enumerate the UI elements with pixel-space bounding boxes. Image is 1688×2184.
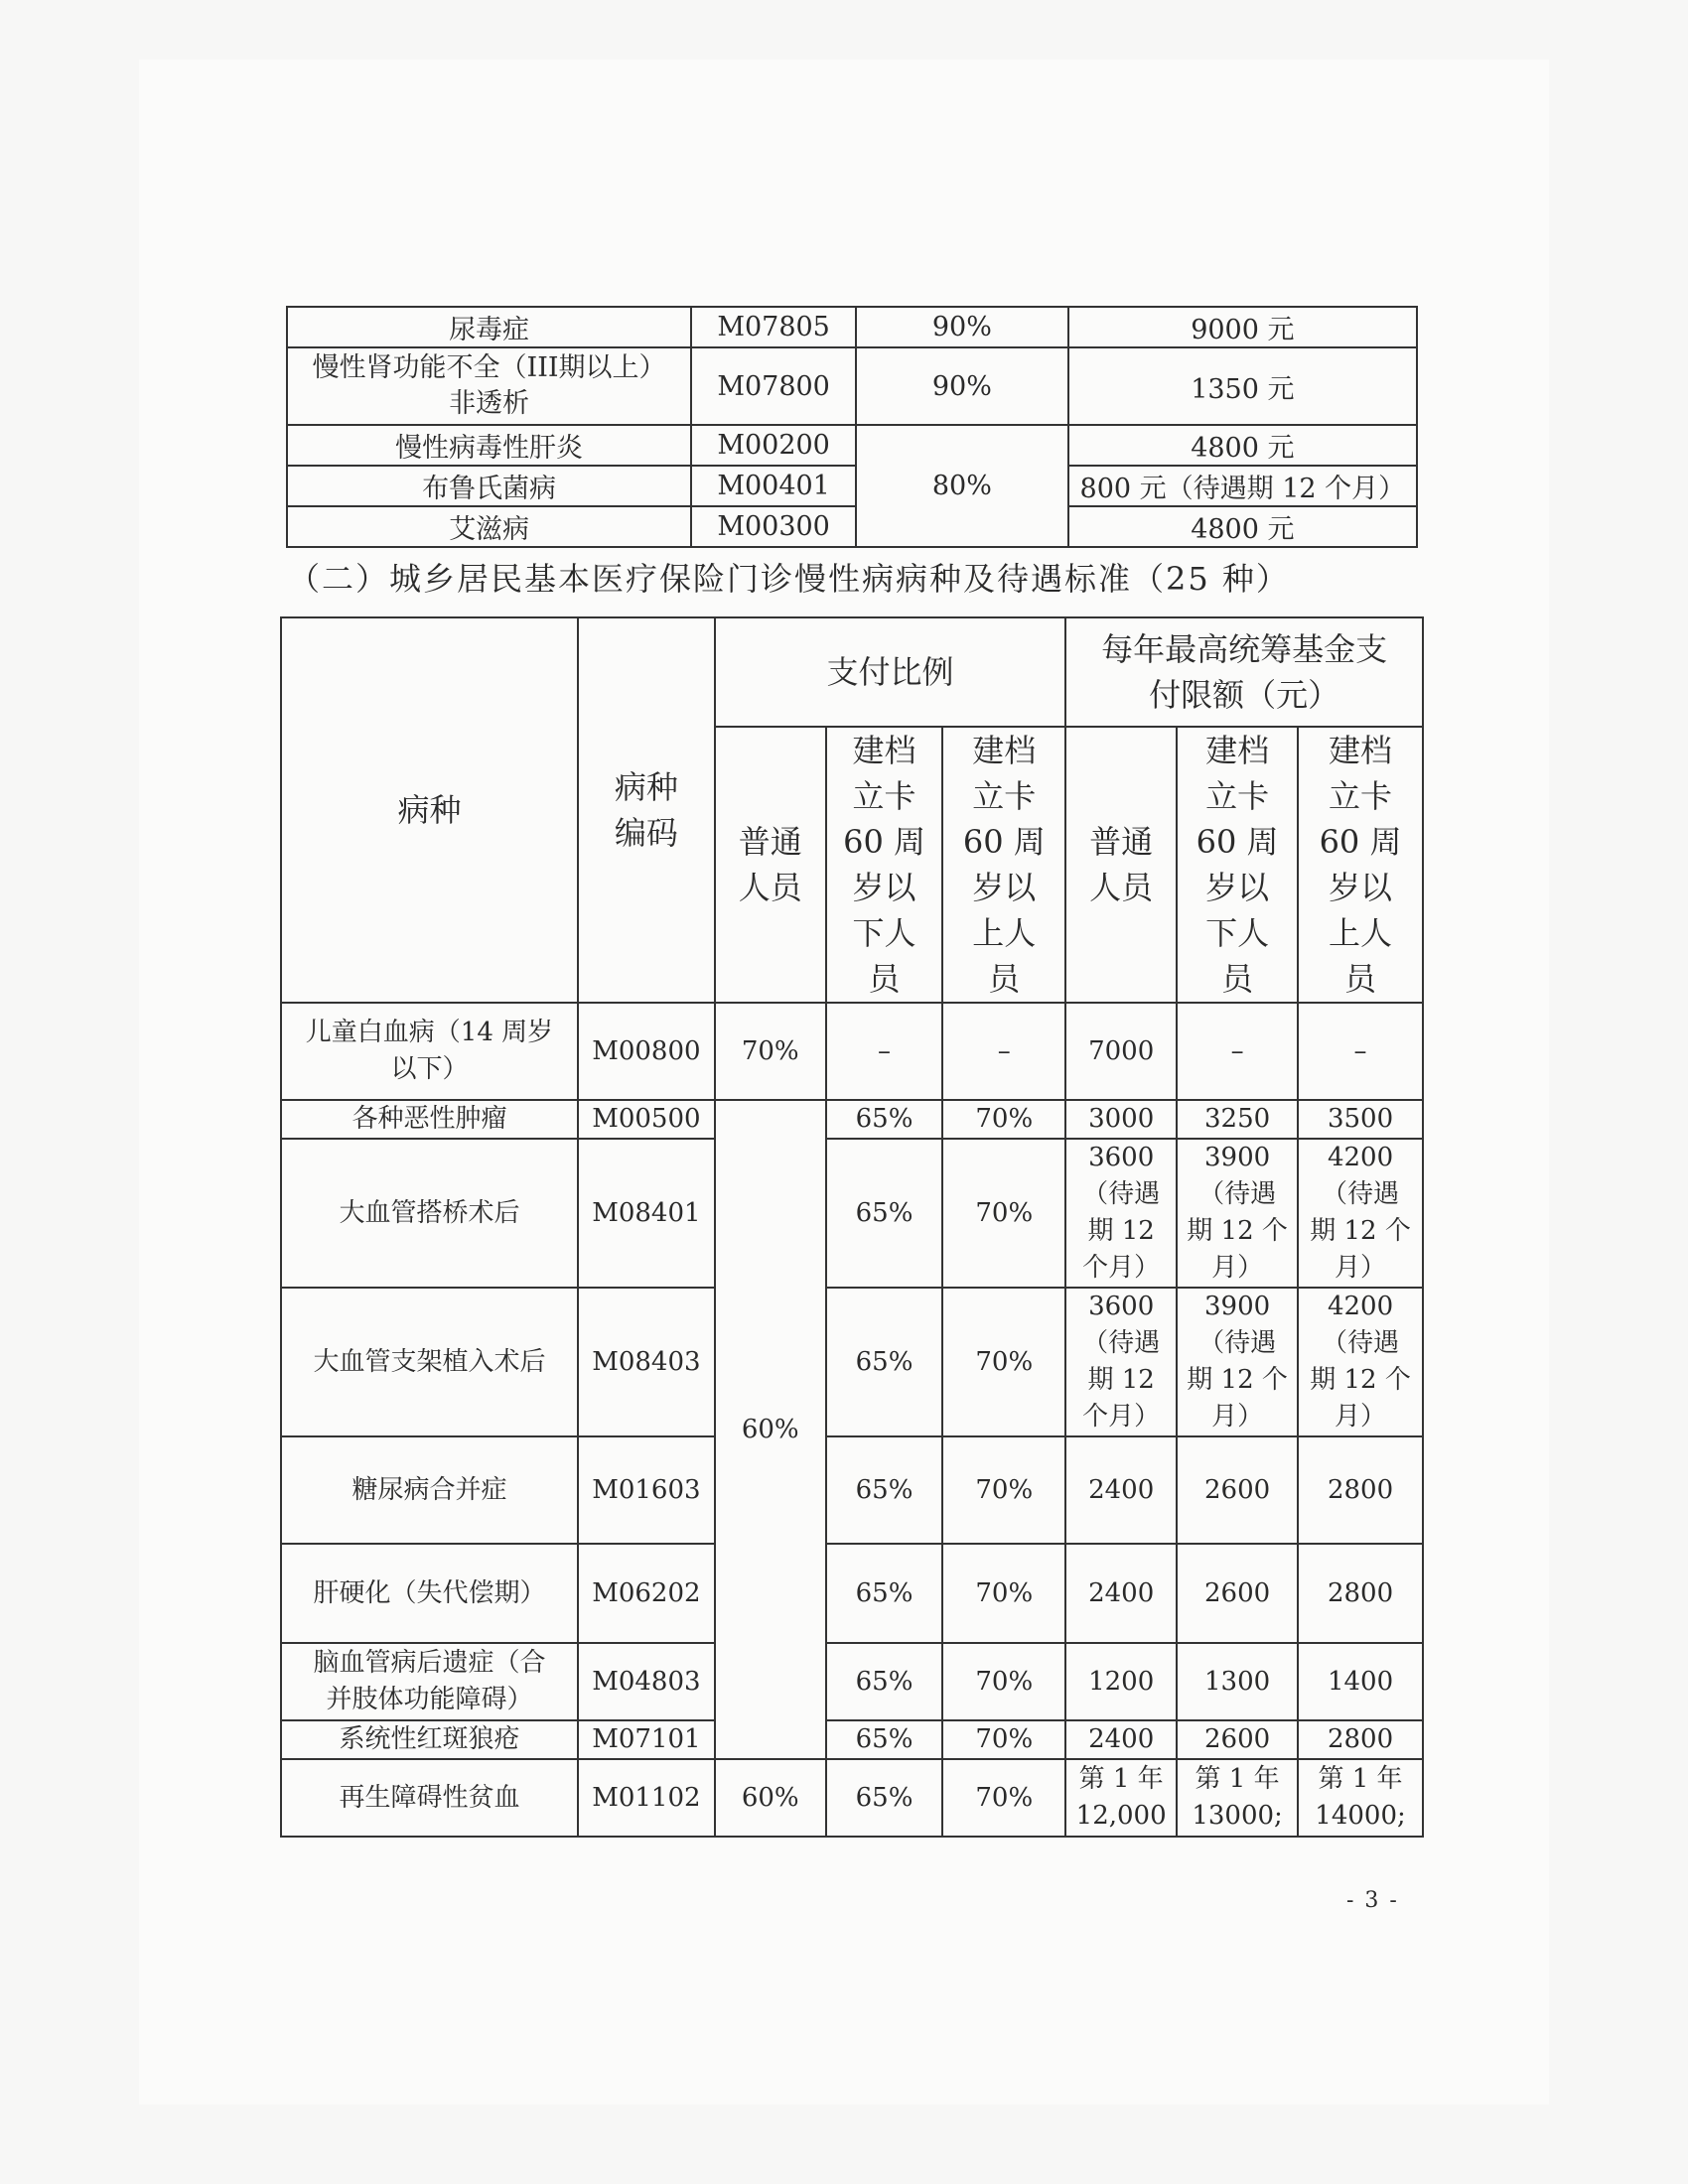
annual-limit: 9000 元 bbox=[1068, 307, 1417, 347]
pay-ratio: 90% bbox=[856, 307, 1068, 347]
limit-normal: 第 1 年 12,000 bbox=[1065, 1759, 1177, 1837]
ratio-over60: 70% bbox=[942, 1544, 1065, 1643]
table-row bbox=[281, 1720, 1423, 1759]
disease-name: 系统性红斑狼疮 bbox=[281, 1720, 578, 1759]
limit-normal: 3600 （待遇 期 12 个月） bbox=[1065, 1288, 1177, 1436]
limit-normal: 3600 （待遇 期 12 个月） bbox=[1065, 1139, 1177, 1288]
ratio-under60: 65% bbox=[826, 1436, 943, 1544]
limit-over60: 4200 （待遇 期 12 个 月） bbox=[1298, 1288, 1423, 1436]
header-normal-ratio: 普通 人员 bbox=[715, 727, 826, 1003]
chronic-disease-standards-table bbox=[280, 616, 1424, 1838]
disease-code: M08403 bbox=[578, 1288, 715, 1436]
header-annual-limit: 每年最高统筹基金支 付限额（元） bbox=[1065, 617, 1423, 727]
disease-name: 尿毒症 bbox=[287, 307, 691, 347]
disease-name: 儿童白血病（14 周岁 以下） bbox=[281, 1003, 578, 1100]
disease-code: M01603 bbox=[578, 1436, 715, 1544]
disease-name: 大血管搭桥术后 bbox=[281, 1139, 578, 1288]
limit-under60: 第 1 年 13000; bbox=[1177, 1759, 1298, 1837]
section-title: （二）城乡居民基本医疗保险门诊慢性病病种及待遇标准（25 种） bbox=[288, 560, 1290, 598]
limit-over60: 第 1 年 14000; bbox=[1298, 1759, 1423, 1837]
disease-name: 再生障碍性贫血 bbox=[281, 1759, 578, 1837]
ratio-under60: 65% bbox=[826, 1288, 943, 1436]
limit-under60: 2600 bbox=[1177, 1544, 1298, 1643]
ratio-normal: 70% bbox=[715, 1003, 826, 1100]
disease-name: 脑血管病后遗症（合 并肢体功能障碍） bbox=[281, 1643, 578, 1720]
disease-code: M07101 bbox=[578, 1720, 715, 1759]
pay-ratio: 80% bbox=[856, 425, 1068, 547]
ratio-over60: – bbox=[942, 1003, 1065, 1100]
limit-under60: 1300 bbox=[1177, 1643, 1298, 1720]
header-under60-limit: 建档 立卡 60 周 岁以 下人 员 bbox=[1177, 727, 1298, 1003]
ratio-under60: 65% bbox=[826, 1100, 943, 1139]
table-row bbox=[281, 1643, 1423, 1720]
header-row bbox=[281, 617, 1423, 727]
limit-over60: 1400 bbox=[1298, 1643, 1423, 1720]
limit-over60: 4200 （待遇 期 12 个 月） bbox=[1298, 1139, 1423, 1288]
limit-under60: 3250 bbox=[1177, 1100, 1298, 1139]
limit-normal: 2400 bbox=[1065, 1544, 1177, 1643]
disease-name: 布鲁氏菌病 bbox=[287, 466, 691, 506]
pay-ratio: 90% bbox=[856, 347, 1068, 425]
header-code: 病种 编码 bbox=[578, 617, 715, 1003]
table-row bbox=[281, 1003, 1423, 1100]
ratio-under60: 65% bbox=[826, 1643, 943, 1720]
ratio-over60: 70% bbox=[942, 1720, 1065, 1759]
table-row bbox=[281, 1100, 1423, 1139]
ratio-over60: 70% bbox=[942, 1139, 1065, 1288]
limit-normal: 1200 bbox=[1065, 1643, 1177, 1720]
disease-code: M00300 bbox=[691, 506, 856, 547]
limit-over60: 2800 bbox=[1298, 1544, 1423, 1643]
table-row bbox=[287, 307, 1417, 347]
limit-normal: 2400 bbox=[1065, 1720, 1177, 1759]
disease-name: 肝硬化（失代偿期） bbox=[281, 1544, 578, 1643]
header-disease: 病种 bbox=[281, 617, 578, 1003]
ratio-over60: 70% bbox=[942, 1759, 1065, 1837]
limit-over60: – bbox=[1298, 1003, 1423, 1100]
header-pay-ratio: 支付比例 bbox=[715, 617, 1065, 727]
chronic-disease-table-continued bbox=[286, 306, 1418, 548]
disease-name: 各种恶性肿瘤 bbox=[281, 1100, 578, 1139]
limit-under60: 3900 （待遇 期 12 个 月） bbox=[1177, 1139, 1298, 1288]
disease-name: 艾滋病 bbox=[287, 506, 691, 547]
page-number: - 3 - bbox=[1346, 1888, 1399, 1913]
table-row bbox=[281, 1544, 1423, 1643]
disease-code: M00500 bbox=[578, 1100, 715, 1139]
annual-limit: 800 元（待遇期 12 个月） bbox=[1068, 466, 1417, 506]
annual-limit: 1350 元 bbox=[1068, 347, 1417, 425]
ratio-under60: 65% bbox=[826, 1720, 943, 1759]
ratio-under60: – bbox=[826, 1003, 943, 1100]
table-row bbox=[287, 506, 1417, 547]
ratio-under60: 65% bbox=[826, 1139, 943, 1288]
ratio-normal: 60% bbox=[715, 1759, 826, 1837]
disease-code: M06202 bbox=[578, 1544, 715, 1643]
table-row bbox=[281, 1759, 1423, 1837]
disease-name: 慢性病毒性肝炎 bbox=[287, 425, 691, 466]
header-under60-ratio: 建档 立卡 60 周 岁以 下人 员 bbox=[826, 727, 943, 1003]
ratio-under60: 65% bbox=[826, 1544, 943, 1643]
disease-code: M00401 bbox=[691, 466, 856, 506]
table-row bbox=[281, 1436, 1423, 1544]
limit-under60: 2600 bbox=[1177, 1720, 1298, 1759]
disease-code: M07805 bbox=[691, 307, 856, 347]
limit-over60: 2800 bbox=[1298, 1436, 1423, 1544]
disease-code: M00800 bbox=[578, 1003, 715, 1100]
disease-code: M04803 bbox=[578, 1643, 715, 1720]
disease-name: 大血管支架植入术后 bbox=[281, 1288, 578, 1436]
disease-name: 糖尿病合并症 bbox=[281, 1436, 578, 1544]
annual-limit: 4800 元 bbox=[1068, 506, 1417, 547]
ratio-under60: 65% bbox=[826, 1759, 943, 1837]
limit-under60: – bbox=[1177, 1003, 1298, 1100]
header-normal-limit: 普通 人员 bbox=[1065, 727, 1177, 1003]
annual-limit: 4800 元 bbox=[1068, 425, 1417, 466]
disease-name: 慢性肾功能不全（III期以上） 非透析 bbox=[287, 347, 691, 425]
header-over60-limit: 建档 立卡 60 周 岁以 上人 员 bbox=[1298, 727, 1423, 1003]
disease-code: M01102 bbox=[578, 1759, 715, 1837]
ratio-normal-merged: 60% bbox=[715, 1100, 826, 1759]
disease-code: M00200 bbox=[691, 425, 856, 466]
table-row bbox=[287, 466, 1417, 506]
limit-normal: 2400 bbox=[1065, 1436, 1177, 1544]
disease-code: M08401 bbox=[578, 1139, 715, 1288]
ratio-over60: 70% bbox=[942, 1436, 1065, 1544]
ratio-over60: 70% bbox=[942, 1100, 1065, 1139]
limit-normal: 3000 bbox=[1065, 1100, 1177, 1139]
table-row bbox=[287, 425, 1417, 466]
ratio-over60: 70% bbox=[942, 1288, 1065, 1436]
table-row bbox=[287, 347, 1417, 425]
limit-under60: 3900 （待遇 期 12 个 月） bbox=[1177, 1288, 1298, 1436]
table-row bbox=[281, 1139, 1423, 1288]
limit-under60: 2600 bbox=[1177, 1436, 1298, 1544]
limit-over60: 2800 bbox=[1298, 1720, 1423, 1759]
table-row bbox=[281, 1288, 1423, 1436]
limit-over60: 3500 bbox=[1298, 1100, 1423, 1139]
header-over60-ratio: 建档 立卡 60 周 岁以 上人 员 bbox=[942, 727, 1065, 1003]
limit-normal: 7000 bbox=[1065, 1003, 1177, 1100]
disease-code: M07800 bbox=[691, 347, 856, 425]
ratio-over60: 70% bbox=[942, 1643, 1065, 1720]
